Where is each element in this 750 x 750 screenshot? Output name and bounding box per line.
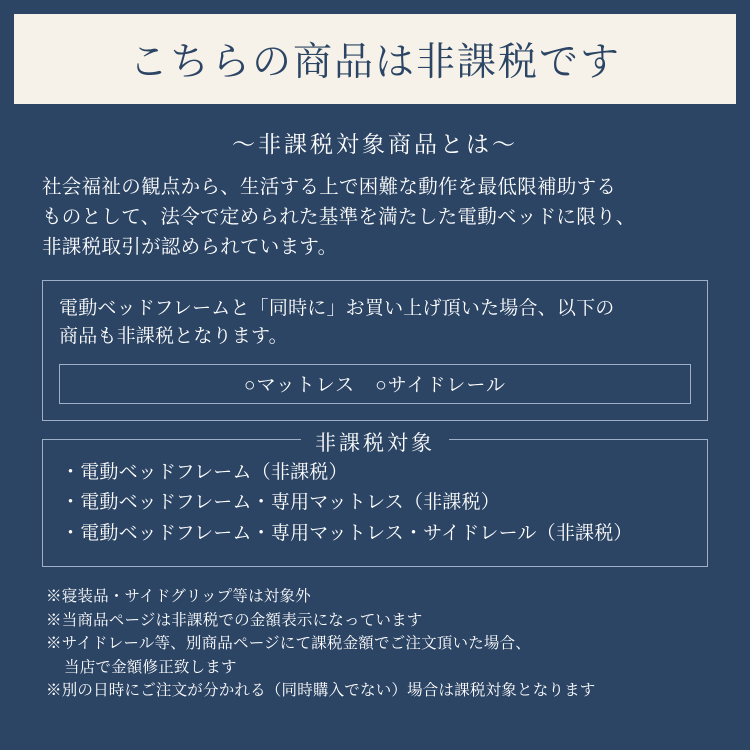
page-title: こちらの商品は非課税です	[128, 41, 621, 84]
target-list-item: ・電動ベッドフレーム（非課税）	[61, 461, 348, 483]
combo-items-row	[59, 364, 691, 404]
description-line: 社会福祉の観点から、生活する上で困難な動作を最低限補助する	[42, 177, 617, 198]
body-area	[14, 104, 736, 713]
note-item: ※サイドレール等、別商品ページにて課税金額でご注文頂いた場合、	[46, 635, 531, 653]
page-inner	[14, 14, 736, 736]
description-line: ものとして、法令で定められた基準を満たした電動ベッドに限り、	[42, 207, 636, 229]
description-line: 非課税取引が認められています。	[42, 237, 338, 259]
combo-purchase-box	[42, 280, 708, 421]
combo-description	[59, 295, 691, 352]
target-item-list	[61, 458, 689, 550]
combo-line: 電動ベッドフレームと「同時に」お買い上げ頂いた場合、以下の	[59, 297, 615, 319]
combo-line: 商品も非課税となります。	[59, 326, 288, 348]
target-box-legend: 非課税対象	[301, 427, 449, 457]
section-subtitle: ～非課税対象商品とは～	[232, 132, 518, 157]
combo-item-siderail: ○サイドレール	[375, 375, 506, 397]
notes-list	[42, 585, 708, 703]
note-item: ※当商品ページは非課税での金額表示になっています	[46, 611, 423, 629]
note-item: ※別の日時にご注文が分かれる（同時購入でない）場合は課税対象となります	[46, 682, 596, 700]
section-description	[42, 173, 708, 264]
target-list-item: ・電動ベッドフレーム・専用マットレス・サイドレール（非課税）	[61, 523, 633, 545]
combo-item-mattress: ○マットレス	[244, 375, 356, 397]
tax-exempt-target-box	[42, 430, 708, 567]
target-list-item: ・電動ベッドフレーム・専用マットレス（非課税）	[61, 492, 500, 514]
note-item-continued: 当店で金額修正致します	[64, 658, 237, 676]
header-band	[14, 14, 736, 104]
note-item: ※寝装品・サイドグリップ等は対象外	[46, 587, 311, 605]
